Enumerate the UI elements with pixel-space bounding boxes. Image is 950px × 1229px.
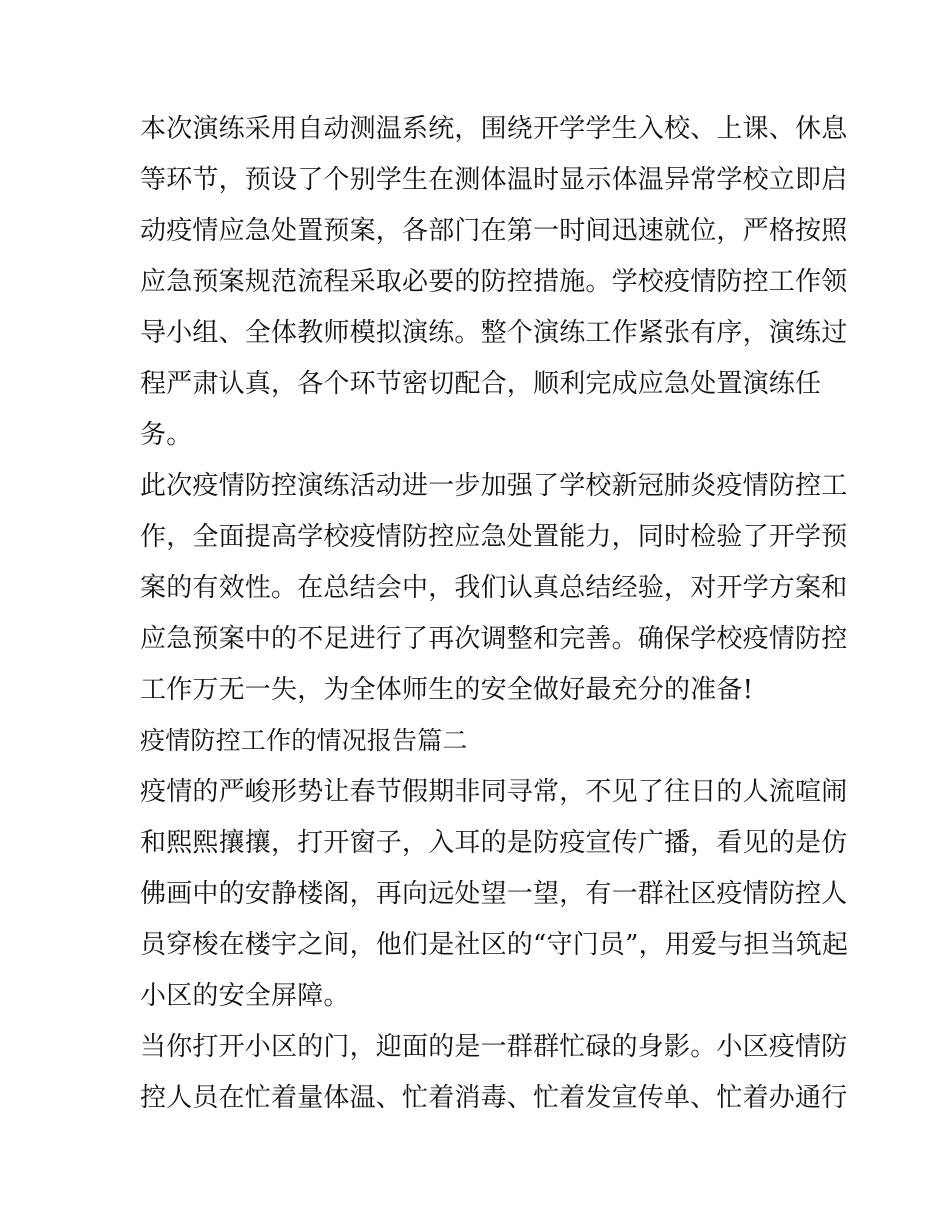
paragraph-2-line-1: 此次疫情防控演练活动进一步加强了学校新冠肺炎疫情防控工: [140, 471, 848, 501]
paragraph-1-line-5: 导小组、全体教师模拟演练。整个演练工作紧张有序，演练过: [140, 318, 848, 348]
paragraph-3-line-5: 小区的安全屏障。: [140, 981, 350, 1011]
paragraph-4-line-2: 控人员在忙着量体温、忙着消毒、忙着发宣传单、忙着办通行: [140, 1083, 848, 1113]
paragraph-1-line-1: 本次演练采用自动测温系统，围绕开学学生入校、上课、休息: [140, 114, 848, 144]
paragraph-1-line-4: 应急预案规范流程采取必要的防控措施。学校疫情防控工作领: [140, 267, 848, 297]
paragraph-1-line-2: 等环节，预设了个别学生在测体温时显示体温异常学校立即启: [140, 165, 848, 195]
paragraph-3-line-1: 疫情的严峻形势让春节假期非同寻常，不见了往日的人流喧闹: [140, 777, 848, 807]
section-heading: 疫情防控工作的情况报告篇二: [140, 726, 468, 755]
paragraph-2-line-4: 应急预案中的不足进行了再次调整和完善。确保学校疫情防控: [140, 624, 848, 654]
paragraph-2-line-3: 案的有效性。在总结会中，我们认真总结经验，对开学方案和: [140, 573, 848, 603]
paragraph-1-line-3: 动疫情应急处置预案，各部门在第一时间迅速就位，严格按照: [140, 216, 848, 246]
paragraph-3-line-2: 和熙熙攘攘，打开窗子，入耳的是防疫宣传广播，看见的是仿: [140, 828, 848, 858]
paragraph-4-line-1: 当你打开小区的门，迎面的是一群群忙碌的身影。小区疫情防: [140, 1032, 848, 1062]
paragraph-3-line-4: 员穿梭在楼宇之间，他们是社区的“守门员”，用爱与担当筑起: [140, 930, 849, 960]
paragraph-1-line-6: 程严肃认真，各个环节密切配合，顺利完成应急处置演练任: [140, 369, 822, 399]
paragraph-2-line-2: 作，全面提高学校疫情防控应急处置能力，同时检验了开学预: [140, 522, 848, 552]
paragraph-3-line-3: 佛画中的安静楼阁，再向远处望一望，有一群社区疫情防控人: [140, 879, 848, 909]
paragraph-1-line-7: 务。: [140, 420, 193, 450]
paragraph-2-line-5: 工作万无一失，为全体师生的安全做好最充分的准备!: [140, 675, 754, 705]
